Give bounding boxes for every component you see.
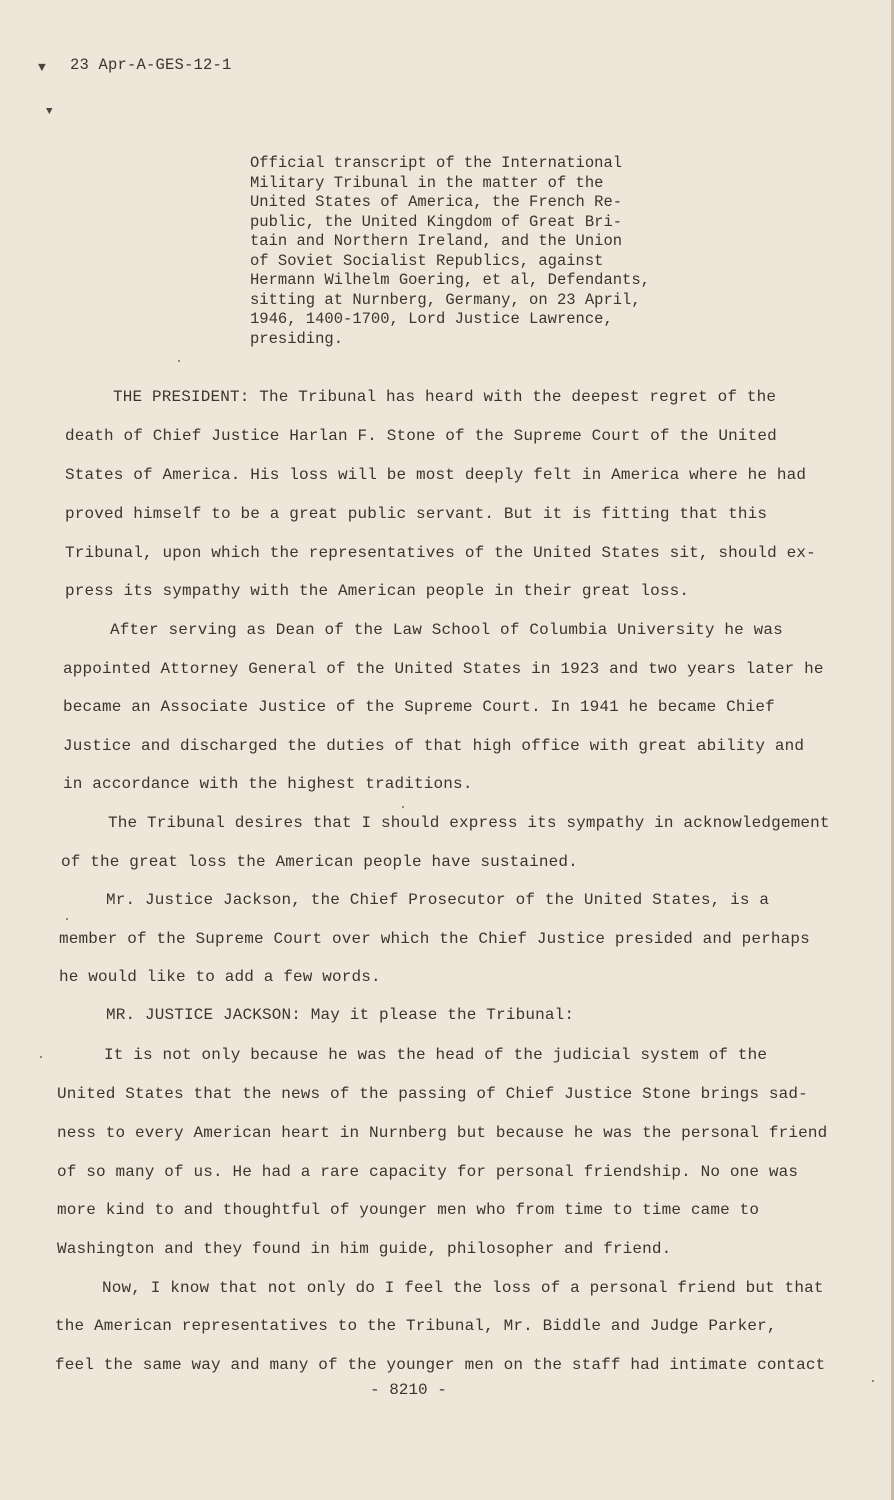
body-line: of the great loss the American people have sustained. [61, 853, 578, 871]
body-line: Tribunal, upon which the representatives of the United States sit, should ex- [65, 544, 816, 562]
heading-line: 1946, 1400-1700, Lord Justice Lawrence, [250, 310, 613, 328]
heading-line: of Soviet Socialist Republics, against [250, 251, 604, 270]
body-line: Justice and discharged the duties of that high office with great ability and [63, 737, 805, 755]
body-line: death of Chief Justice Harlan F. Stone of the Supreme Court of the United [65, 427, 777, 445]
body-line: of so many of us. He had a rare capacity for personal friendship. No one was [57, 1163, 799, 1181]
transcript-heading [250, 154, 690, 349]
heading-line: United States of America, the French Re- [250, 193, 623, 211]
paper-speck [66, 918, 68, 920]
body-line: ness to every American heart in Nurnberg but because he was the personal friend [57, 1124, 828, 1142]
paper-speck [178, 360, 180, 362]
body-line: It is not only because he was the head of the judicial system of the [104, 1046, 768, 1064]
body-line: proved himself to be a great public servant. But it is fitting that this [65, 505, 768, 523]
body-line: feel the same way and many of the younger men on the staff had intimate contact [55, 1356, 826, 1374]
body-line: he would like to add a few words. [59, 968, 381, 986]
body-line: became an Associate Justice of the Supreme Court. In 1941 he became Chief [63, 698, 775, 716]
body-line: THE PRESIDENT: The Tribunal has heard with the deepest regret of the [113, 388, 777, 406]
punch-mark-icon-lower: ▼ [46, 106, 53, 118]
heading-line: Official transcript of the International [250, 154, 623, 172]
body-line: the American representatives to the Tribunal, Mr. Biddle and Judge Parker, [55, 1317, 777, 1335]
body-line: The Tribunal desires that I should express its sympathy in acknowledgement [108, 814, 830, 832]
paper-speck [402, 806, 404, 808]
body-line: press its sympathy with the American people in their great loss. [65, 582, 690, 600]
heading-line: sitting at Nurnberg, Germany, on 23 April, [250, 290, 641, 309]
speaker-line: MR. JUSTICE JACKSON: May it please the Tribunal: [106, 1006, 575, 1024]
punch-mark-icon: ▼ [38, 60, 46, 75]
body-line: After serving as Dean of the Law School of Columbia University he was [110, 621, 783, 639]
body-line: Mr. Justice Jackson, the Chief Prosecutor of the United States, is a [106, 891, 770, 909]
page-number: - 8210 - [370, 1381, 447, 1399]
body-line: United States that the news of the passing of Chief Justice Stone brings sad- [57, 1085, 808, 1103]
body-line: member of the Supreme Court over which the Chief Justice presided and perhaps [59, 930, 810, 948]
body-line: in accordance with the highest traditions. [63, 775, 473, 793]
body-line: States of America. His loss will be most deeply felt in America where he had [65, 466, 807, 484]
page-id: 23 Apr-A-GES-12-1 [70, 56, 232, 74]
heading-line: Military Tribunal in the matter of the [250, 173, 604, 192]
heading-line: Hermann Wilhelm Goering, et al, Defendants, [250, 271, 650, 289]
heading-line: public, the United Kingdom of Great Bri- [250, 212, 623, 231]
paper-speck [872, 1380, 874, 1382]
body-line: appointed Attorney General of the United States in 1923 and two years later he [63, 660, 824, 678]
body-line: more kind to and thoughtful of younger men who from time to time came to [57, 1201, 760, 1219]
heading-line: presiding. [250, 329, 344, 348]
body-line: Washington and they found in him guide, philosopher and friend. [57, 1240, 672, 1258]
paper-speck [40, 1056, 42, 1058]
heading-line: tain and Northern Ireland, and the Union [250, 232, 623, 250]
body-line: Now, I know that not only do I feel the loss of a personal friend but that [102, 1279, 824, 1297]
